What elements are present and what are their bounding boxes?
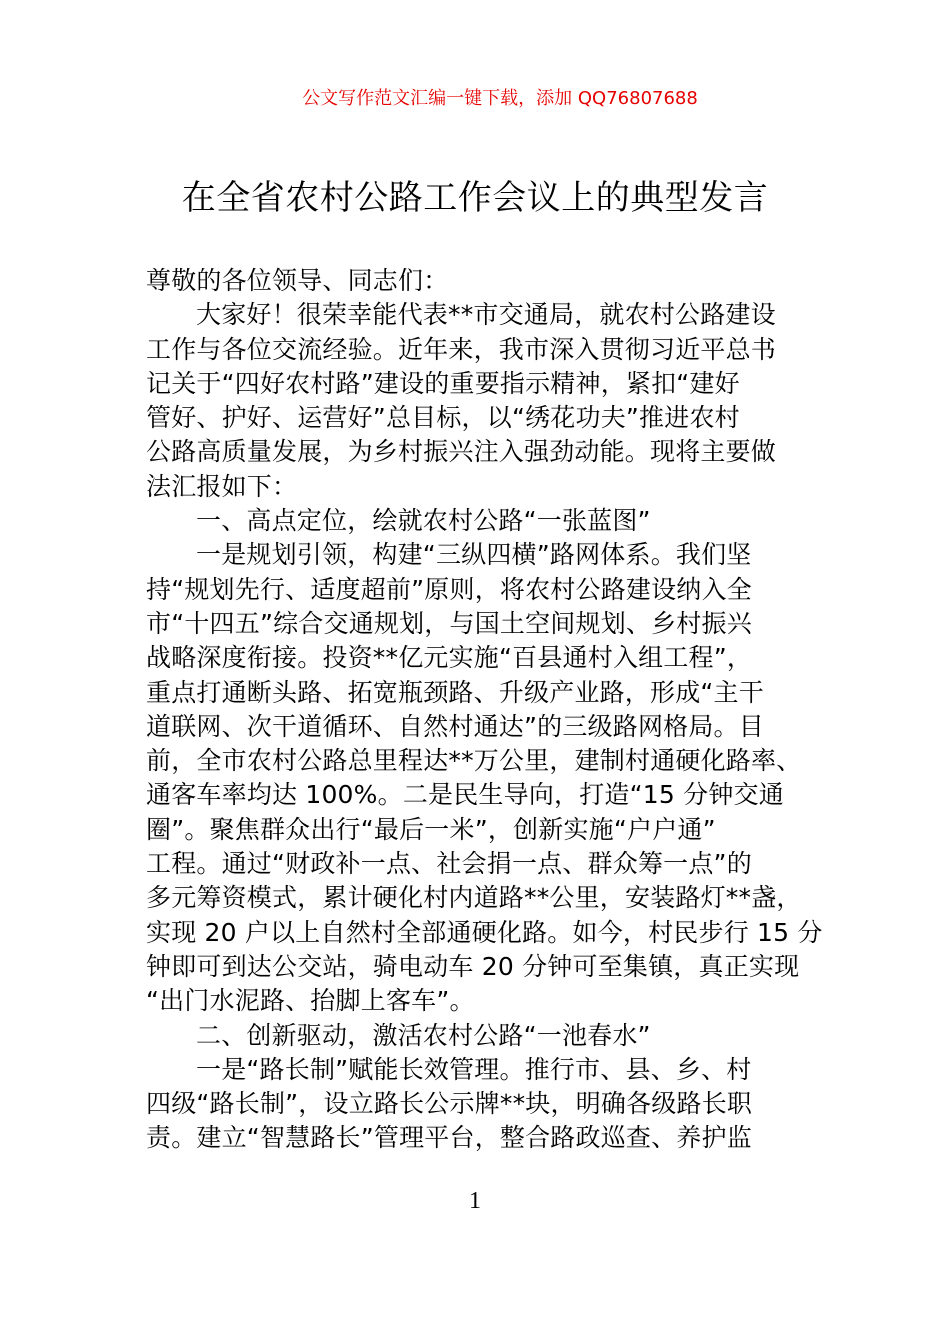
paragraph-line: 圈”。聚焦群众出行“最后一米”，创新实施“户户通” — [146, 814, 716, 844]
paragraph-line: 持“规划先行、适度超前”原则，将农村公路建设纳入全 — [146, 574, 752, 604]
paragraph-line: 工程。通过“财政补一点、社会捐一点、群众筹一点”的 — [146, 849, 752, 879]
paragraph-line: 法汇报如下： — [146, 471, 298, 501]
paragraph-line: 工作与各位交流经验。近年来，我市深入贯彻习近平总书 — [146, 334, 777, 364]
paragraph-line: 记关于“四好农村路”建设的重要指示精神，紧扣“建好 — [146, 368, 740, 398]
paragraph-line: 多元筹资模式，累计硬化村内道路**公里，安装路灯**盏， — [146, 883, 802, 913]
section-heading-2: 二、创新驱动，激活农村公路“一池春水” — [196, 1020, 651, 1050]
watermark-header-note: 公文写作范文汇编一键下载，添加 QQ76807688 — [302, 88, 698, 109]
paragraph-line: 重点打通断头路、拓宽瓶颈路、升级产业路，形成“主干 — [146, 677, 764, 707]
page-number: 1 — [469, 1188, 481, 1214]
section-heading-1: 一、高点定位，绘就农村公路“一张蓝图” — [196, 506, 651, 536]
paragraph-line: 前，全市农村公路总里程达**万公里，建制村通硬化路率、 — [146, 746, 802, 776]
paragraph-line: 四级“路长制”，设立路长公示牌**块，明确各级路长职 — [146, 1089, 753, 1119]
salutation-line: 尊敬的各位领导、同志们： — [146, 266, 449, 295]
paragraph-line: “出门水泥路、抬脚上客车”。 — [146, 986, 475, 1016]
paragraph-line: 公路高质量发展，为乡村振兴注入强劲动能。现将主要做 — [146, 437, 777, 467]
paragraph-line: 钟即可到达公交站，骑电动车 20 分钟可至集镇，真正实现 — [146, 951, 800, 981]
document-title: 在全省农村公路工作会议上的典型发言 — [181, 178, 769, 218]
paragraph-line: 市“十四五”综合交通规划，与国土空间规划、乡村振兴 — [146, 608, 752, 638]
paragraph-line: 战略深度衔接。投资**亿元实施“百县通村入组工程”， — [146, 643, 753, 673]
paragraph-line: 一是“路长制”赋能长效管理。推行市、县、乡、村 — [196, 1054, 752, 1084]
paragraph-line: 一是规划引领，构建“三纵四横”路网体系。我们坚 — [196, 540, 752, 570]
paragraph-line: 通客车率均达 100%。二是民生导向，打造“15 分钟交通 — [146, 780, 784, 810]
paragraph-line: 责。建立“智慧路长”管理平台，整合路政巡查、养护监 — [146, 1123, 752, 1153]
paragraph-line: 实现 20 户以上自然村全部通硬化路。如今，村民步行 15 分 — [146, 917, 823, 947]
paragraph-line: 管好、护好、运营好”总目标，以“绣花功夫”推进农村 — [146, 403, 740, 433]
paragraph-line: 大家好！很荣幸能代表**市交通局，就农村公路建设 — [196, 300, 776, 330]
paragraph-line: 道联网、次干道循环、自然村通达”的三级路网格局。目 — [146, 711, 764, 741]
document-body — [146, 264, 823, 1156]
